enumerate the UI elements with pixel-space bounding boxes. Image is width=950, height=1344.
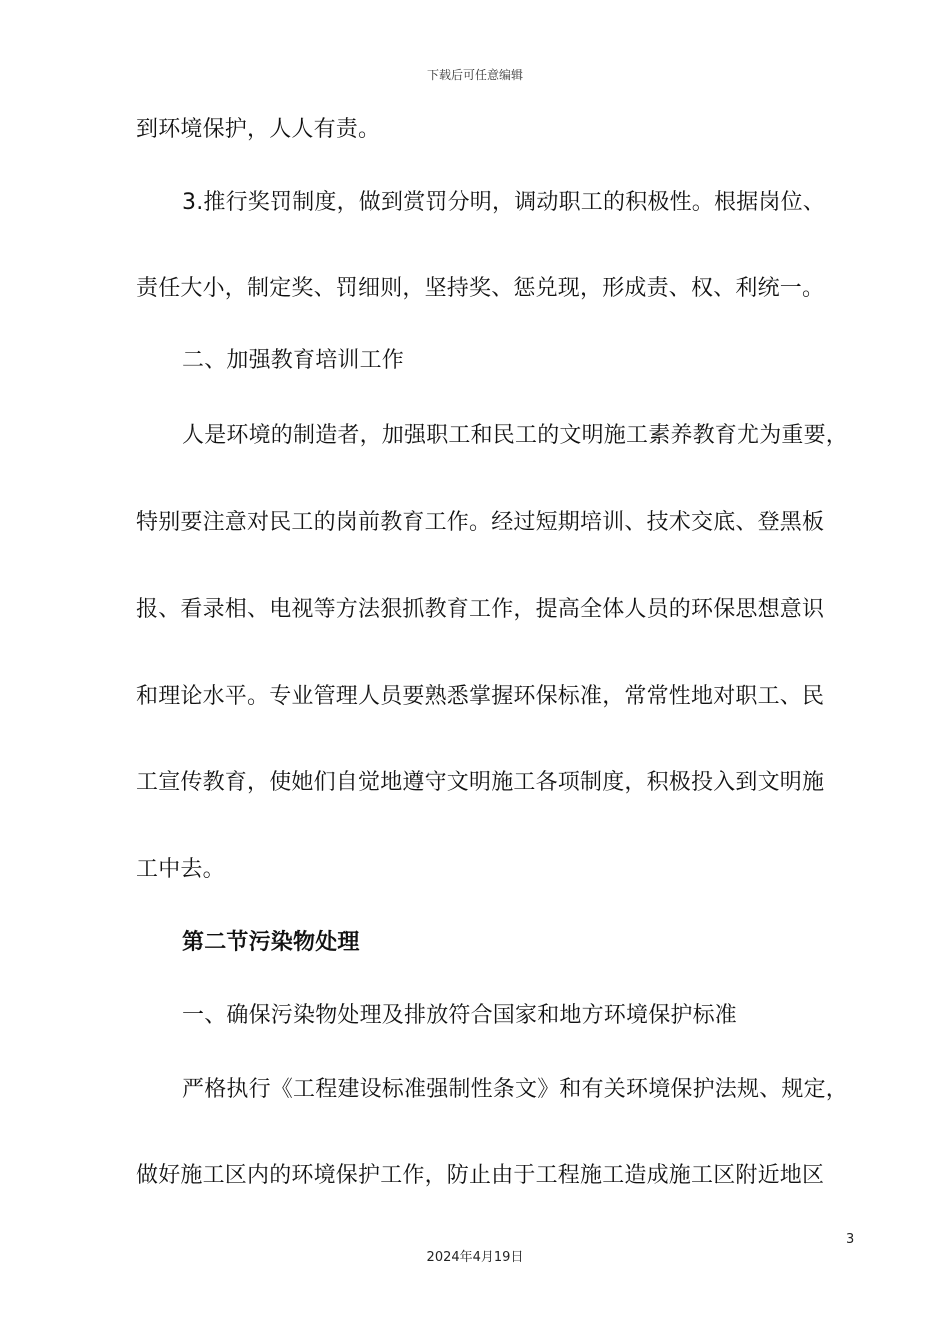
footer-date: 2024年4月19日 — [426, 1250, 524, 1265]
section-heading: 一、确保污染物处理及排放符合国家和地方环境保护标准 — [182, 1003, 738, 1028]
paragraph-line: 工中去。 — [136, 857, 225, 882]
paragraph-line: 严格执行《工程建设标准强制性条文》和有关环境保护法规、规定， — [182, 1077, 849, 1102]
paragraph-line: 和理论水平。专业管理人员要熟悉掌握环保标准，常常性地对职工、民 — [136, 684, 825, 709]
paragraph-line: 特别要注意对民工的岗前教育工作。经过短期培训、技术交底、登黑板 — [136, 510, 825, 535]
page-number: 3 — [846, 1232, 855, 1247]
chapter-heading: 第二节污染物处理 — [182, 930, 360, 955]
header-note: 下载后可任意编辑 — [426, 68, 523, 82]
paragraph-line: 到环境保护，人人有责。 — [136, 117, 381, 142]
paragraph-line: 做好施工区内的环境保护工作，防止由于工程施工造成施工区附近地区 — [136, 1163, 825, 1188]
paragraph-line: 报、看录相、电视等方法狠抓教育工作，提高全体人员的环保思想意识 — [136, 597, 825, 622]
section-heading: 二、加强教育培训工作 — [182, 348, 405, 373]
paragraph-line: 3.推行奖罚制度，做到赏罚分明，调动职工的积极性。根据岗位、 — [182, 190, 825, 215]
paragraph-line: 责任大小，制定奖、罚细则，坚持奖、惩兑现，形成责、权、利统一。 — [136, 276, 825, 301]
paragraph-line: 工宣传教育，使她们自觉地遵守文明施工各项制度，积极投入到文明施 — [136, 770, 825, 795]
paragraph-line: 人是环境的制造者，加强职工和民工的文明施工素养教育尤为重要， — [182, 423, 849, 448]
